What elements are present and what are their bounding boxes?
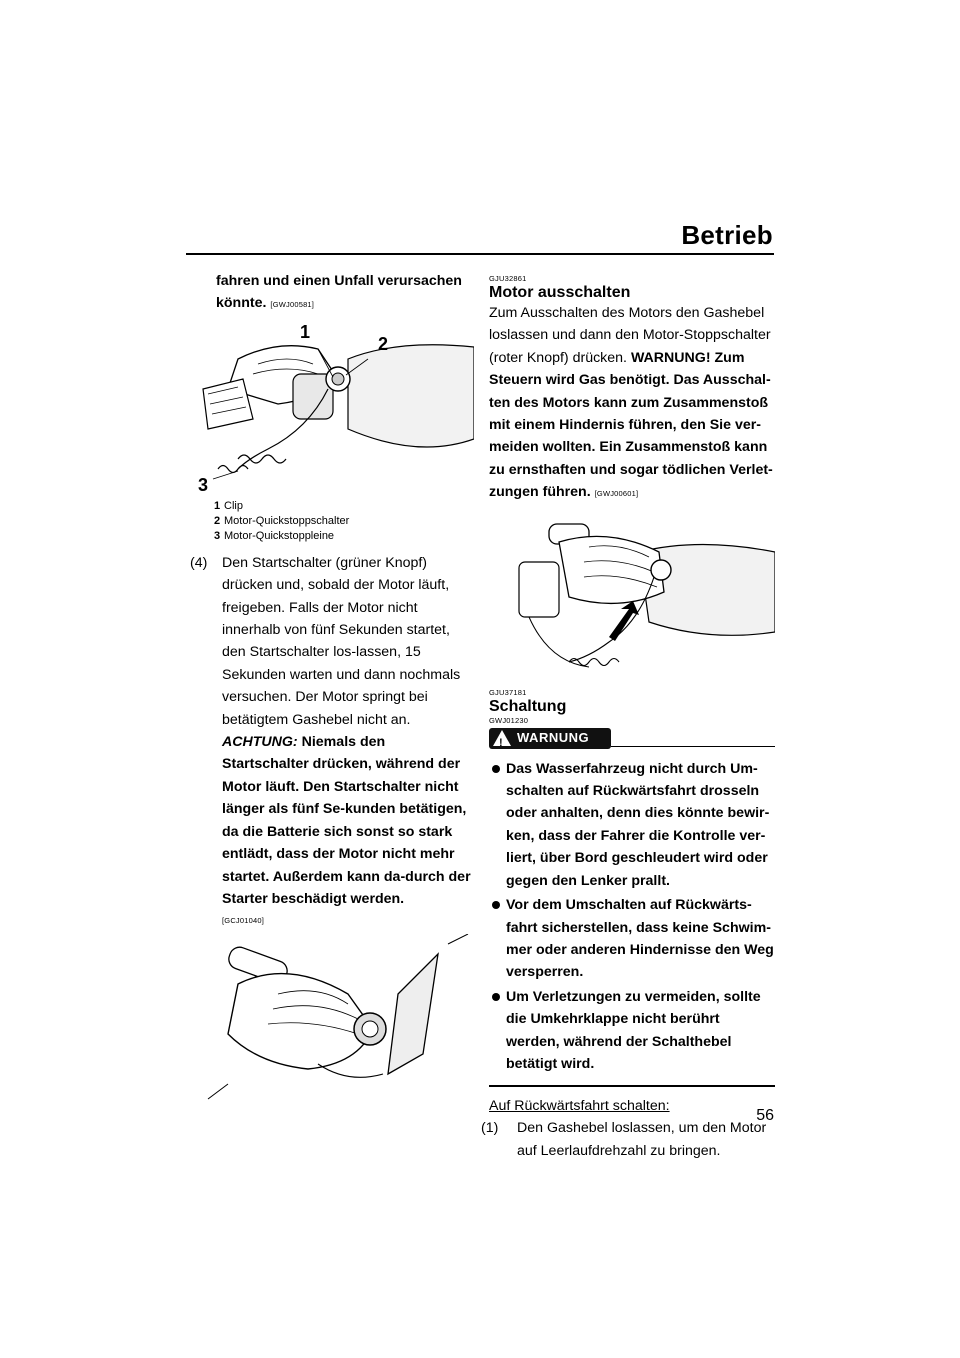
illustration-handlebar-lanyard [198,319,474,489]
warning-code: [GWJ00581] [270,300,315,310]
step-4 [190,552,474,927]
warning-badge [489,728,611,749]
illustration-hand-stop-button [489,512,775,682]
figure-captions [214,499,474,544]
figure-stop-switch [489,512,775,682]
section-text: Zum Ausschalten des Motors den Gashebel loslassen und dann den Motor-Stoppschalter (roter Knopf) drücken. [489,305,771,366]
step-number: (4) [190,554,208,571]
title-rule [186,253,774,255]
warning-banner [489,728,775,752]
page-number: 56 [756,1107,774,1124]
section-code: GJU37181 [489,687,527,697]
callout-2: 2 [378,333,389,354]
callout-3: 3 [198,474,209,495]
caution-code: [GCJ01040] [222,916,265,926]
illustration-hand-start-button [198,934,474,1104]
step-text: Den Startschalter (grüner Knopf) drücken und, sobald der Motor läuft, freigeben. Falls der Motor nicht innerhalb von fünf Sekunden startet, den Startschalter los-lassen, 15 Sekunden warten und dann nochmals versuchen. Der Motor springt bei betätigtem Gashebel nicht an. [222,554,461,728]
caption-text: Motor-Quickstoppleine [224,529,335,542]
warning-continuation-text: fahren und einen Unfall verursachen könnte. [216,273,462,312]
caption-number: 2 [214,514,221,527]
caption-text: Motor-Quickstoppschalter [224,514,350,527]
warning-code: GWJ01230 [489,715,529,725]
section-heading-schaltung: Schaltung [489,697,567,715]
caption-item [214,514,474,529]
section-heading-motor-ausschalten: Motor ausschalten [489,284,631,301]
warning-triangle-icon [493,730,511,746]
section-code: GJU32861 [489,274,527,283]
warning-rule [611,746,775,748]
warning-end-rule [489,1085,775,1087]
caution-text: Niemals den Startschalter drücken, während der Motor läuft. Den Startschalter nicht länger als fünf Se-kunden betätigen, da die Batterie sich sonst so stark entlädt, dass der Motor nicht mehr startet. Außerdem kann da-durch der Starter beschädigt werden. [222,734,471,907]
caption-text: Clip [224,499,243,512]
caption-item [214,529,474,544]
caution-label: ACHTUNG: [222,734,298,751]
warning-label: WARNUNG [517,729,590,745]
step-text: Den Gashebel loslassen, um den Motor auf Leerlaufdrehzahl zu bringen. [517,1120,767,1159]
caption-number: 3 [214,529,221,542]
warning-continuation [198,270,474,315]
subheading: Auf Rückwärtsfahrt schalten: [489,1097,670,1114]
page-title: Betrieb [681,220,773,250]
inline-warning: WARNUNG! Zum Steuern wird Gas benötigt. Das Ausschal-ten des Motors kann zum Zusammenstoß mit einem Hindernis führen, den Sie ver-meiden wollten. Ein Zusammenstoß kann zu ernsthaften und sogar tödlichen Verlet-zungen führen. [489,349,773,501]
callout-1: 1 [300,321,311,342]
figure-start-switch [198,934,474,1104]
bullet-item: Vor dem Umschalten auf Rückwärts-fahrt sicherstellen, dass keine Schwim-mer oder anderen Hindernisse den Weg versperren. [489,894,775,984]
right-column [481,270,775,1162]
step-number: (1) [481,1120,499,1137]
left-column [190,270,474,1104]
step-1 [481,1117,775,1162]
section-body [489,302,775,504]
warning-bullet-list [489,758,775,1076]
inline-warning-code: [GWJ00601] [594,489,639,499]
bullet-item: Das Wasserfahrzeug nicht durch Um-schalten auf Rückwärtsfahrt drosseln oder anhalten, denn dies könnte bewir-ken, dass der Fahrer die Kontrolle ver-liert, über Bord geschleudert wird oder gegen den Lenker prallt. [489,758,775,892]
caption-number: 1 [214,499,221,512]
figure-quickstop-lanyard [198,319,474,495]
bullet-item: Um Verletzungen zu vermeiden, sollte die Umkehrklappe nicht berührt werden, während der Schalthebel betätigt wird. [489,986,775,1076]
caption-item [214,499,474,514]
